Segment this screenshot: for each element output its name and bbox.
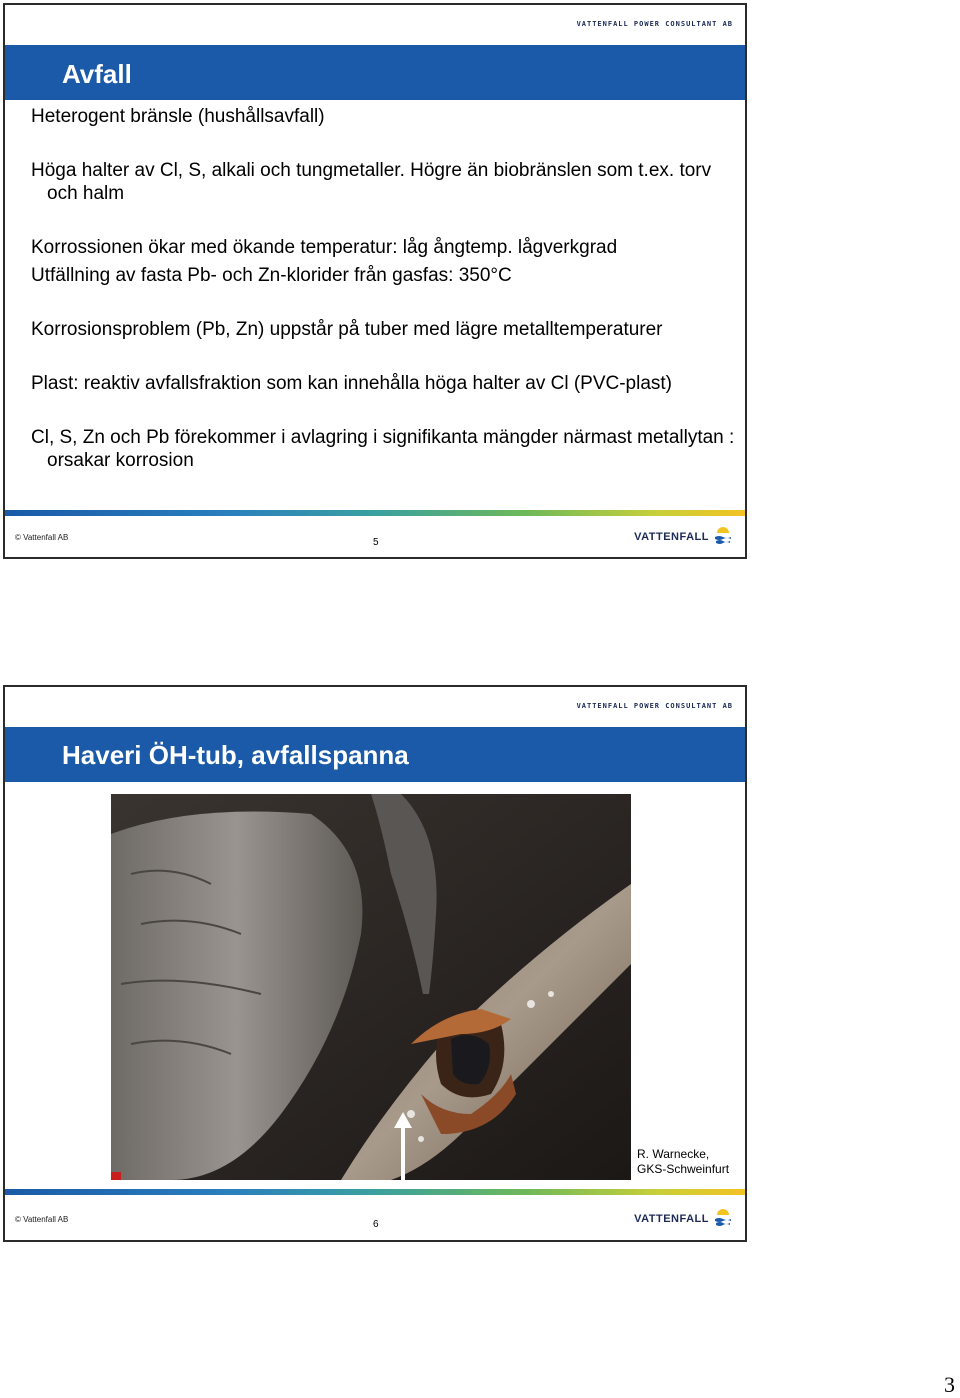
slide-body <box>31 101 737 472</box>
bullet-text: Utfällning av fasta Pb- och Zn-klorider från gasfas: 350°C <box>31 265 512 286</box>
copyright: © Vattenfall AB <box>15 533 69 542</box>
slide-title: Haveri ÖH-tub, avfallspanna <box>62 740 409 770</box>
bullet-text: Plast: reaktiv avfallsfraktion som kan innehålla höga halter av Cl (PVC-plast) <box>31 373 673 394</box>
bullet-text: Korrosionsproblem (Pb, Zn) uppstår på tuber med lägre metalltemperaturer <box>31 319 663 340</box>
bullet-text: Höga halter av Cl, S, alkali och tungmetaller. Högre än biobränslen som t.ex. torv och halm <box>31 160 712 204</box>
page-number: 5 <box>373 537 379 548</box>
slide-avfall <box>3 3 747 559</box>
logo-mark-icon <box>713 1209 733 1229</box>
slide-haveri <box>3 685 747 1242</box>
title-bar <box>5 45 745 100</box>
page-number: 6 <box>373 1219 379 1230</box>
corroded-tube-photo <box>111 794 631 1180</box>
sheet-number: 3 <box>944 1372 955 1397</box>
title-bar <box>5 727 745 782</box>
bullet-text: Cl, S, Zn och Pb förekommer i avlagring i signifikanta mängder närmast metallytan : orsakar korrosion <box>31 427 735 471</box>
slide-title: Avfall <box>62 59 132 89</box>
bullet-text: Korrossionen ökar med ökande temperatur: låg ångtemp. lågverkgrad <box>31 237 618 258</box>
credit-source: GKS-Schweinfurt <box>637 1162 730 1176</box>
photo-credit <box>637 1147 729 1177</box>
vattenfall-logo <box>634 1209 733 1229</box>
bullet-text: Heterogent bränsle (hushållsavfall) <box>31 106 325 127</box>
footer-stripe <box>5 510 745 516</box>
credit-author: R. Warnecke, <box>637 1147 710 1161</box>
vattenfall-logo <box>634 527 733 547</box>
logo-text: VATTENFALL <box>634 1213 709 1225</box>
consultant-header: VATTENFALL POWER CONSULTANT AB <box>576 20 733 28</box>
footer-stripe <box>5 1189 745 1195</box>
copyright: © Vattenfall AB <box>15 1215 69 1224</box>
logo-mark-icon <box>713 527 733 547</box>
consultant-header: VATTENFALL POWER CONSULTANT AB <box>576 702 733 710</box>
logo-text: VATTENFALL <box>634 531 709 543</box>
